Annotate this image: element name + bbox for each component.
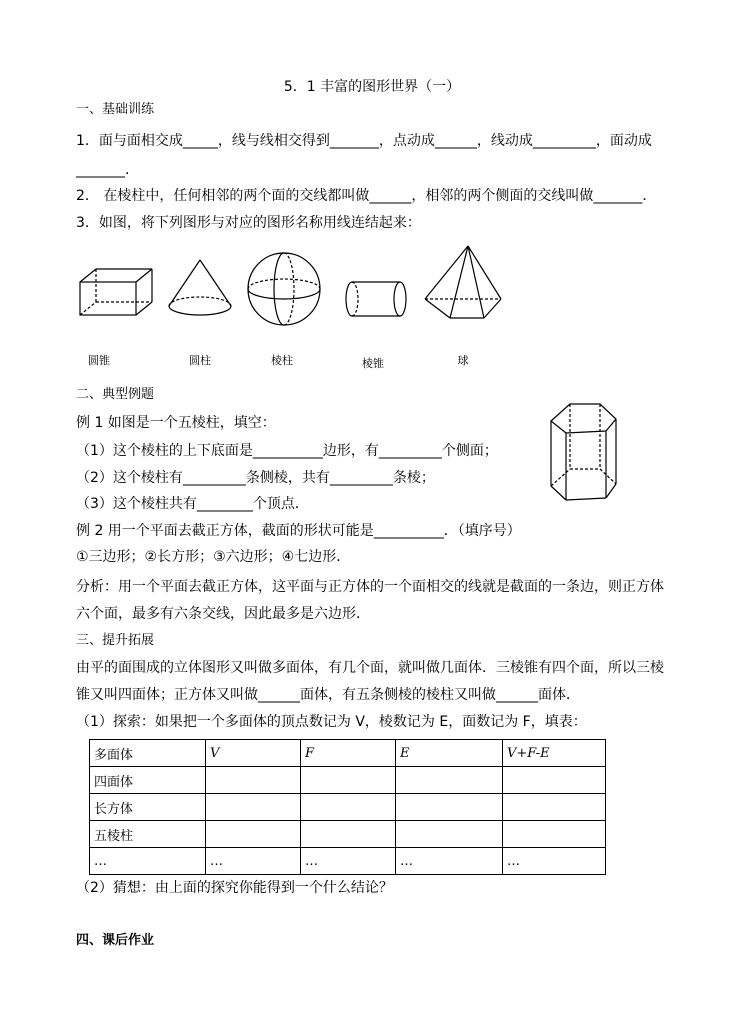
table-cell: …	[301, 848, 396, 875]
table-cell: …	[206, 848, 301, 875]
table-row	[90, 848, 606, 875]
table-cell[interactable]	[301, 767, 396, 794]
table-cell[interactable]	[206, 767, 301, 794]
question-1b: _______．	[76, 162, 139, 178]
table-header-row	[90, 740, 606, 767]
cylinder-figure	[343, 278, 409, 320]
pentagonal-prism-figure	[548, 401, 620, 503]
analysis-line-2: 六个面，最多有六条交线，因此最多是六边形．	[76, 606, 370, 622]
example-1-part-1: （1）这个棱柱的上下底面是__________边形，有_________个侧面；	[76, 443, 498, 459]
table-cell[interactable]	[396, 767, 503, 794]
question-1a: 1．面与面相交成_____，线与线相交得到_______，点动成______，线动成_________，面动成	[76, 133, 652, 149]
question-3: 3．如图，将下列图形与对应的图形名称用线连结起来：	[76, 215, 421, 231]
table-header-cell: F	[301, 740, 396, 767]
example-2-options: ①三边形；②长方形；③六边形；④七边形．	[76, 549, 351, 565]
page-title: 5．1 丰富的图形世界（一）	[283, 79, 461, 95]
example-1-part-3: （3）这个棱柱共有________个顶点．	[76, 496, 309, 512]
table-cell: 四面体	[90, 767, 206, 794]
figure-label-sphere: 球	[457, 354, 469, 367]
table-cell[interactable]	[396, 794, 503, 821]
example-1: 例 1 如图是一个五棱柱，填空：	[76, 415, 276, 431]
table-cell[interactable]	[503, 767, 606, 794]
table-row	[90, 794, 606, 821]
table-header-cell: 多面体	[90, 740, 206, 767]
example-2: 例 2 用一个平面去截正方体，截面的形状可能是__________．（填序号）	[76, 523, 521, 539]
pyramid-figure	[422, 244, 504, 322]
section-heading-homework: 四、课后作业	[76, 933, 155, 948]
extend-paragraph-2: 锥又叫四面体；正方体又叫做______面体，有五条侧棱的棱柱又叫做______面体．	[76, 687, 580, 703]
table-cell[interactable]	[503, 821, 606, 848]
cone-figure	[165, 258, 235, 320]
table-row	[90, 821, 606, 848]
figure-label-pyramid: 棱锥	[362, 357, 384, 370]
table-cell: …	[503, 848, 606, 875]
example-1-part-2: （2）这个棱柱有_________条侧棱，共有_________条棱；	[76, 470, 435, 486]
table-header-cell: V	[206, 740, 301, 767]
table-cell: …	[90, 848, 206, 875]
extend-paragraph-1: 由平的面围成的立体图形又叫做多面体，有几个面，就叫做几面体．三棱锥有四个面，所以三棱	[76, 660, 664, 676]
table-cell[interactable]	[206, 821, 301, 848]
table-header-cell: E	[396, 740, 503, 767]
question-2: 2． 在棱柱中，任何相邻的两个面的交线都叫做______，相邻的两个侧面的交线叫做_______．	[76, 188, 657, 204]
section-heading-examples: 二、典型例题	[76, 387, 155, 402]
figure-label-prism: 棱柱	[271, 354, 293, 367]
figure-label-cylinder: 圆柱	[189, 354, 211, 367]
table-cell: 五棱柱	[90, 821, 206, 848]
table-cell[interactable]	[396, 821, 503, 848]
polyhedron-table	[89, 739, 606, 875]
explore-prompt: （1）探索：如果把一个多面体的顶点数记为 V，棱数记为 E，面数记为 F，填表：	[76, 714, 587, 730]
rectangular-prism-figure	[78, 266, 156, 318]
table-cell: 长方体	[90, 794, 206, 821]
sphere-figure	[245, 250, 323, 328]
table-cell: …	[396, 848, 503, 875]
table-cell[interactable]	[301, 794, 396, 821]
table-cell[interactable]	[206, 794, 301, 821]
section-heading-basic: 一、基础训练	[76, 102, 155, 117]
guess-prompt: （2）猜想：由上面的探究你能得到一个什么结论？	[76, 880, 393, 896]
table-header-cell: V+F-E	[503, 740, 606, 767]
table-row	[90, 767, 606, 794]
section-heading-extend: 三、提升拓展	[76, 633, 155, 648]
figure-label-cone: 圆锥	[88, 354, 110, 367]
table-cell[interactable]	[301, 821, 396, 848]
analysis-line-1: 分析：用一个平面去截正方体，这平面与正方体的一个面相交的线就是截面的一条边，则正方体	[76, 579, 664, 595]
table-cell[interactable]	[503, 794, 606, 821]
